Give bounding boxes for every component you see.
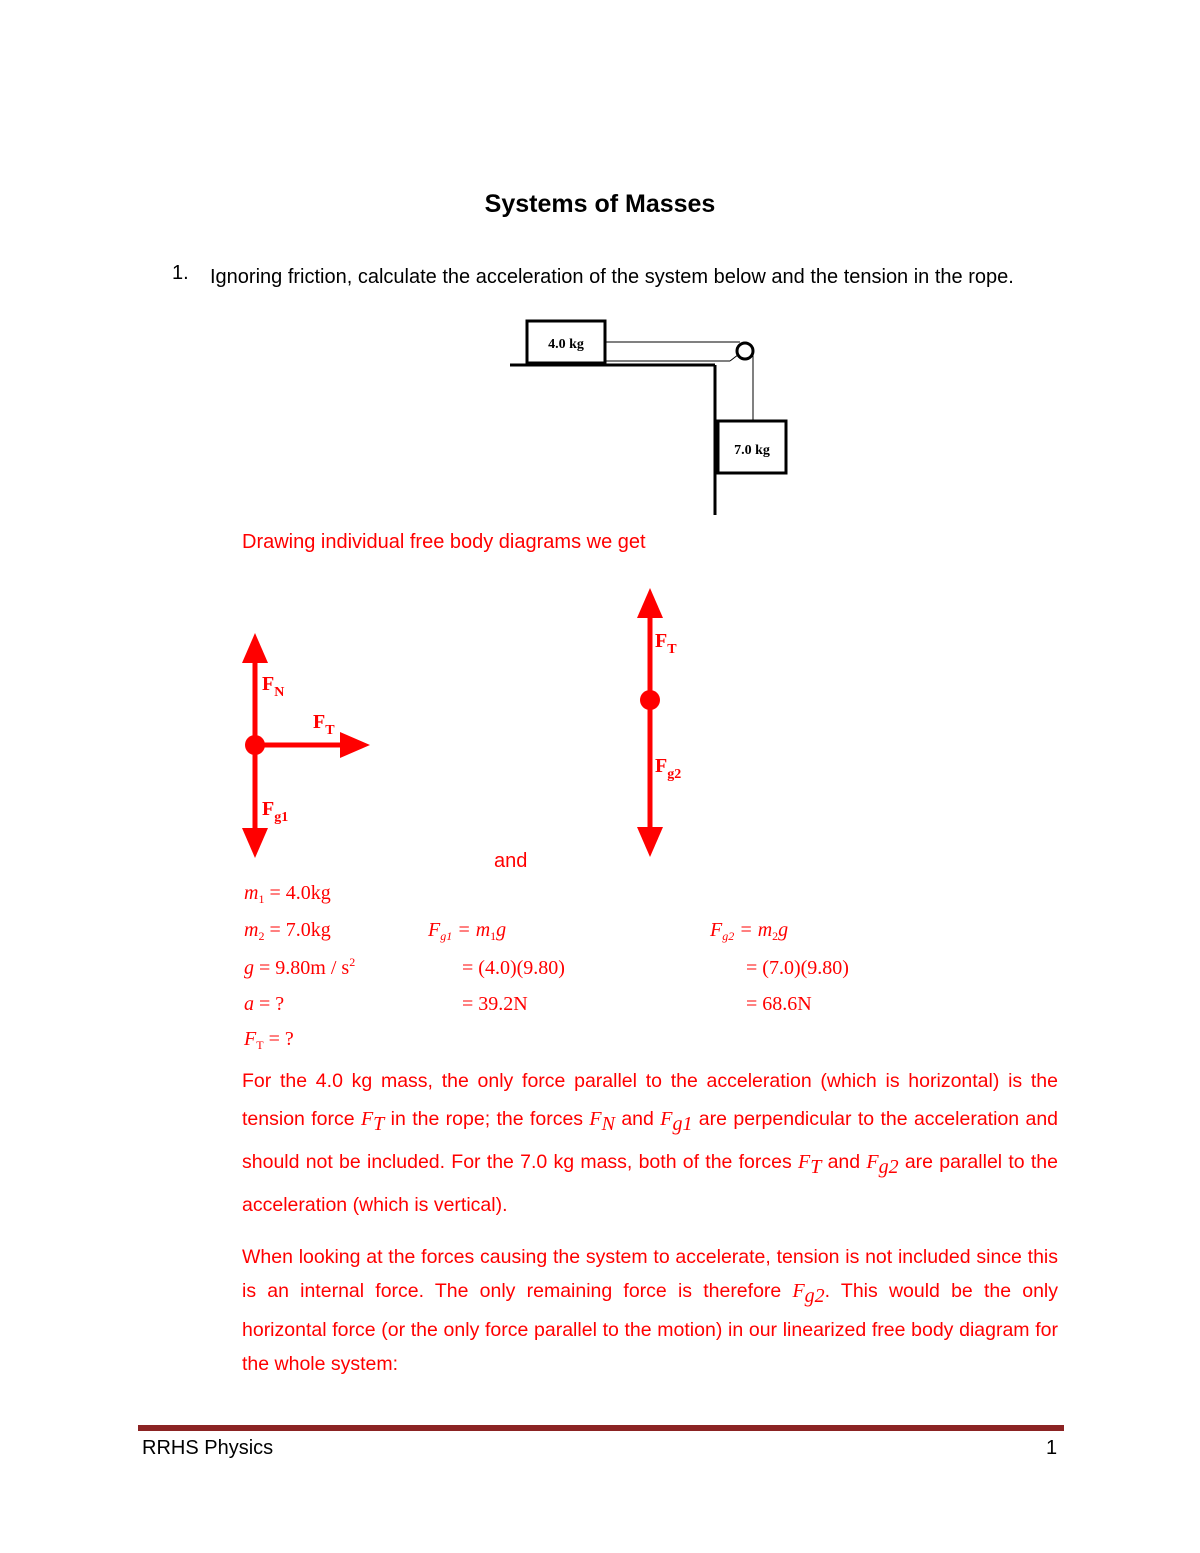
normal-force-label: $F_N$	[262, 673, 285, 700]
given-a: a = ?	[244, 993, 285, 1015]
given-m2: $m_2 = 7.0kg$	[244, 919, 331, 943]
question-text: Ignoring friction, calculate the acceleration of the system below and the tension in the rope.	[210, 266, 1014, 288]
gravity-force-arrow-2	[637, 827, 663, 857]
gravity-force-label-2: $F_{g2}$	[655, 755, 682, 782]
fbd-mass2	[620, 582, 720, 862]
normal-force-arrow	[242, 633, 268, 663]
fbd-mass1	[230, 625, 380, 865]
calc1-formula: $F_{g1} = m_1g$	[428, 919, 507, 943]
explanation-paragraph-1: For the 4.0 kg mass, the only force parallel to the acceleration (which is horizontal) is the tension force $F_T$ in the rope; the forces $F_N$ and $F_{g1}$ are perpendicular to the acceleration and should not be included. For the 7.0 kg mass, both of the forces $F_T$ and $F_{g2}$ are parallel to the acceleration (which is vertical).	[242, 1070, 1059, 1216]
question-number: 1.	[172, 262, 189, 284]
gravity-force-arrow-1	[242, 828, 268, 858]
tension-force-label-1: $F_T$	[313, 711, 335, 738]
point-mass-1	[245, 735, 265, 755]
page-title: Systems of Masses	[484, 190, 716, 218]
point-mass-2	[640, 690, 660, 710]
pulley-system-diagram	[505, 315, 805, 520]
mass2-label: 7.0 kg	[734, 443, 770, 458]
given-g: $g = 9.80m / s^2$	[244, 955, 356, 979]
tension-force-arrow-1	[340, 732, 370, 758]
tension-force-arrow-2	[637, 588, 663, 618]
calc1-substitution: = (4.0)(9.80)	[462, 957, 565, 979]
pulley	[737, 343, 753, 359]
footer-course: RRHS Physics	[142, 1437, 274, 1459]
given-m1: $m_1 = 4.0kg$	[244, 882, 331, 906]
calc1-result: = 39.2N	[462, 993, 528, 1015]
and-text: and	[494, 850, 528, 872]
footer-page-number: 1	[1046, 1437, 1058, 1459]
tension-force-label-2: $F_T$	[655, 630, 677, 657]
fbd-intro: Drawing individual free body diagrams we get	[242, 531, 646, 553]
footer-divider	[138, 1425, 1064, 1431]
given-ft: $F_T$ = ?	[244, 1028, 294, 1052]
explanation-paragraph-2: When looking at the forces causing the system to accelerate, tension is not included since this is an internal force. The only remaining force is therefore $F_{g2}$. This would be the only horizontal force (or the only force parallel to the motion) in our linearized free body diagram for the whole system:	[242, 1246, 1059, 1375]
calc2-formula: $F_{g2} = m_2g$	[710, 919, 789, 943]
calc2-substitution: = (7.0)(9.80)	[746, 957, 849, 979]
gravity-force-label-1: $F_{g1}$	[262, 798, 289, 825]
mass1-label: 4.0 kg	[548, 337, 584, 352]
calc2-result: = 68.6N	[746, 993, 812, 1015]
